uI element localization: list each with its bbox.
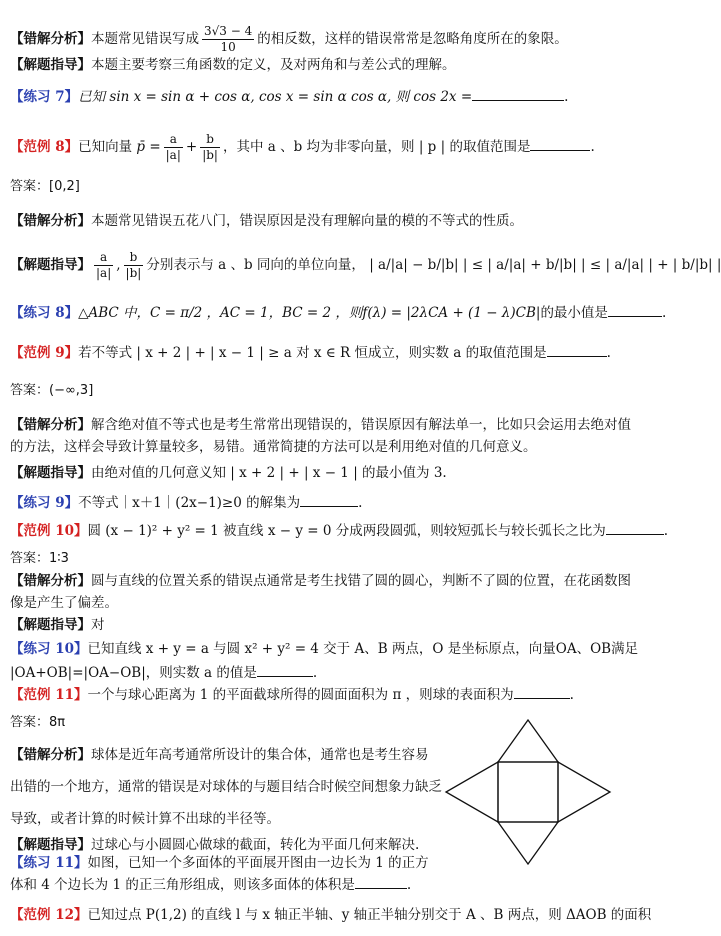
error-analysis-7: 【错解分析】本题常见错误写成 $\frac{3√3 - 4}{10}$ 的相反数，这样的错误常常是忽略角度所在的象限。: [10, 24, 568, 54]
answer-10: 答案：1∶3: [10, 551, 69, 566]
fraction: $\frac{3√3 - 4}{10}$: [204, 24, 253, 54]
net-triangle-right: [558, 762, 610, 822]
solution-guide-9: 【解题指导】由绝对值的几何意义知 | x + 2 | + | x − 1 | 的最小值为 3.: [10, 465, 447, 481]
error-analysis-9-cont: 的方法，这样会导致计算量较多，易错。通常简捷的方法可以是利用绝对值的几何意义。: [10, 439, 537, 455]
answer-blank: [355, 874, 407, 889]
answer-blank: [514, 684, 570, 699]
answer-8: 答案：[0,2]: [10, 179, 80, 194]
answer-blank: [547, 342, 607, 357]
practice-7: 【练习 7】已知 sin x = sin α + cos α, cos x = sin α cos α, 则 cos 2x = .: [10, 86, 632, 108]
inequality-formula: | a/|a| − b/|b| | ≤ | a/|a| + b/|b| | ≤ | a/|a| | + | b/|b| |: [369, 257, 721, 273]
example-8: 【范例 8】已知向量 p̄ = $\frac{a}{|a|}$ + $\frac{b}{|b|}$ ，其中 a 、b 均为非零向量，则 | p | 的取值范围是 .: [10, 132, 595, 162]
polyhedron-net-diagram: [438, 718, 618, 868]
solution-guide-7: 【解题指导】本题主要考察三角函数的定义，及对两角和与差公式的理解。: [10, 57, 456, 73]
solution-guide-11: 【解题指导】过球心与小圆圆心做球的截面，转化为平面几何来解决.: [10, 837, 420, 853]
error-analysis-9: 【错解分析】解含绝对值不等式也是考生常常出现错误的，错误原因有解法单一，比如只会运用去绝对值: [10, 417, 631, 433]
practice-11: 【练习 11】如图，已知一个多面体的平面展开图由一边长为 1 的正方: [10, 855, 429, 871]
answer-blank: [606, 520, 664, 535]
net-triangle-bottom: [498, 822, 558, 864]
net-triangle-left: [446, 762, 498, 822]
answer-blank: [608, 302, 662, 317]
net-triangle-top: [498, 720, 558, 762]
error-analysis-10-cont: 像是产生了偏差。: [10, 595, 118, 611]
answer-9: 答案：(−∞,3]: [10, 383, 94, 398]
example-9: 【范例 9】若不等式 | x + 2 | + | x − 1 | ≥ a 对 x ∈ R 恒成立，则实数 a 的取值范围是 .: [10, 342, 632, 364]
solution-guide-10: 【解题指导】对: [10, 617, 105, 633]
vector-p-formula: p̄ =: [136, 139, 161, 155]
answer-blank: [257, 662, 313, 677]
error-analysis-11: 【错解分析】球体是近年高考通常所设计的集合体，通常也是考生容易: [10, 747, 429, 763]
practice-10-cont: |OA+OB|=|OA−OB|，则实数 a 的值是 .: [10, 662, 632, 684]
answer-blank: [300, 492, 358, 507]
answer-11: 答案：8π: [10, 715, 66, 730]
error-analysis-8: 【错解分析】本题常见错误五花八门，错误原因是没有理解向量的模的不等式的性质。: [10, 213, 523, 229]
practice-9: 【练习 9】不等式｜x＋1｜(2x−1)≥0 的解集为 .: [10, 492, 632, 514]
practice-10: 【练习 10】已知直线 x + y = a 与圆 x² + y² = 4 交于 A、B 两点，O 是坐标原点，向量OA、OB满足: [10, 641, 639, 657]
error-analysis-11-cont2: 导致，或者计算的时候计算不出球的半径等。: [10, 811, 280, 827]
error-analysis-10: 【错解分析】圆与直线的位置关系的错误点通常是考生找错了圆的圆心，判断不了圆的位置，在花函数图: [10, 573, 631, 589]
answer-blank: [530, 136, 590, 151]
example-10: 【范例 10】圆 (x − 1)² + y² = 1 被直线 x − y = 0 分成两段圆弧，则较短弧长与较长弧长之比为 .: [10, 520, 632, 542]
example-11: 【范例 11】一个与球心距离为 1 的平面截球所得的圆面面积为 π ，则球的表面积为 .: [10, 684, 632, 706]
solution-guide-8: 【解题指导】 $\frac{a}{|a|}$ , $\frac{b}{|b|}$ 分别表示与 a 、b 同向的单位向量， | a/|a| − b/|b| | ≤ | a/|a| + b/|b| | ≤ | a/|a| | + | b/|b| |: [10, 250, 721, 280]
practice-8: 【练习 8】△ABC 中，C = π/2 ，AC = 1，BC = 2 ，则f(λ) = |2λCA + (1 − λ)CB|的最小值是 .: [10, 302, 632, 324]
practice-11-cont: 体和 4 个边长为 1 的正三角形组成，则该多面体的体积是 .: [10, 874, 632, 896]
error-analysis-11-cont1: 出错的一个地方，通常的错误是对球体的与题目结合时候空间想象力缺乏: [10, 779, 442, 795]
answer-blank: [472, 86, 564, 101]
net-square: [498, 762, 558, 822]
example-12: 【范例 12】已知过点 P(1,2) 的直线 l 与 x 轴正半轴、y 轴正半轴分别交于 A 、B 两点，则 ΔAOB 的面积: [10, 907, 652, 923]
